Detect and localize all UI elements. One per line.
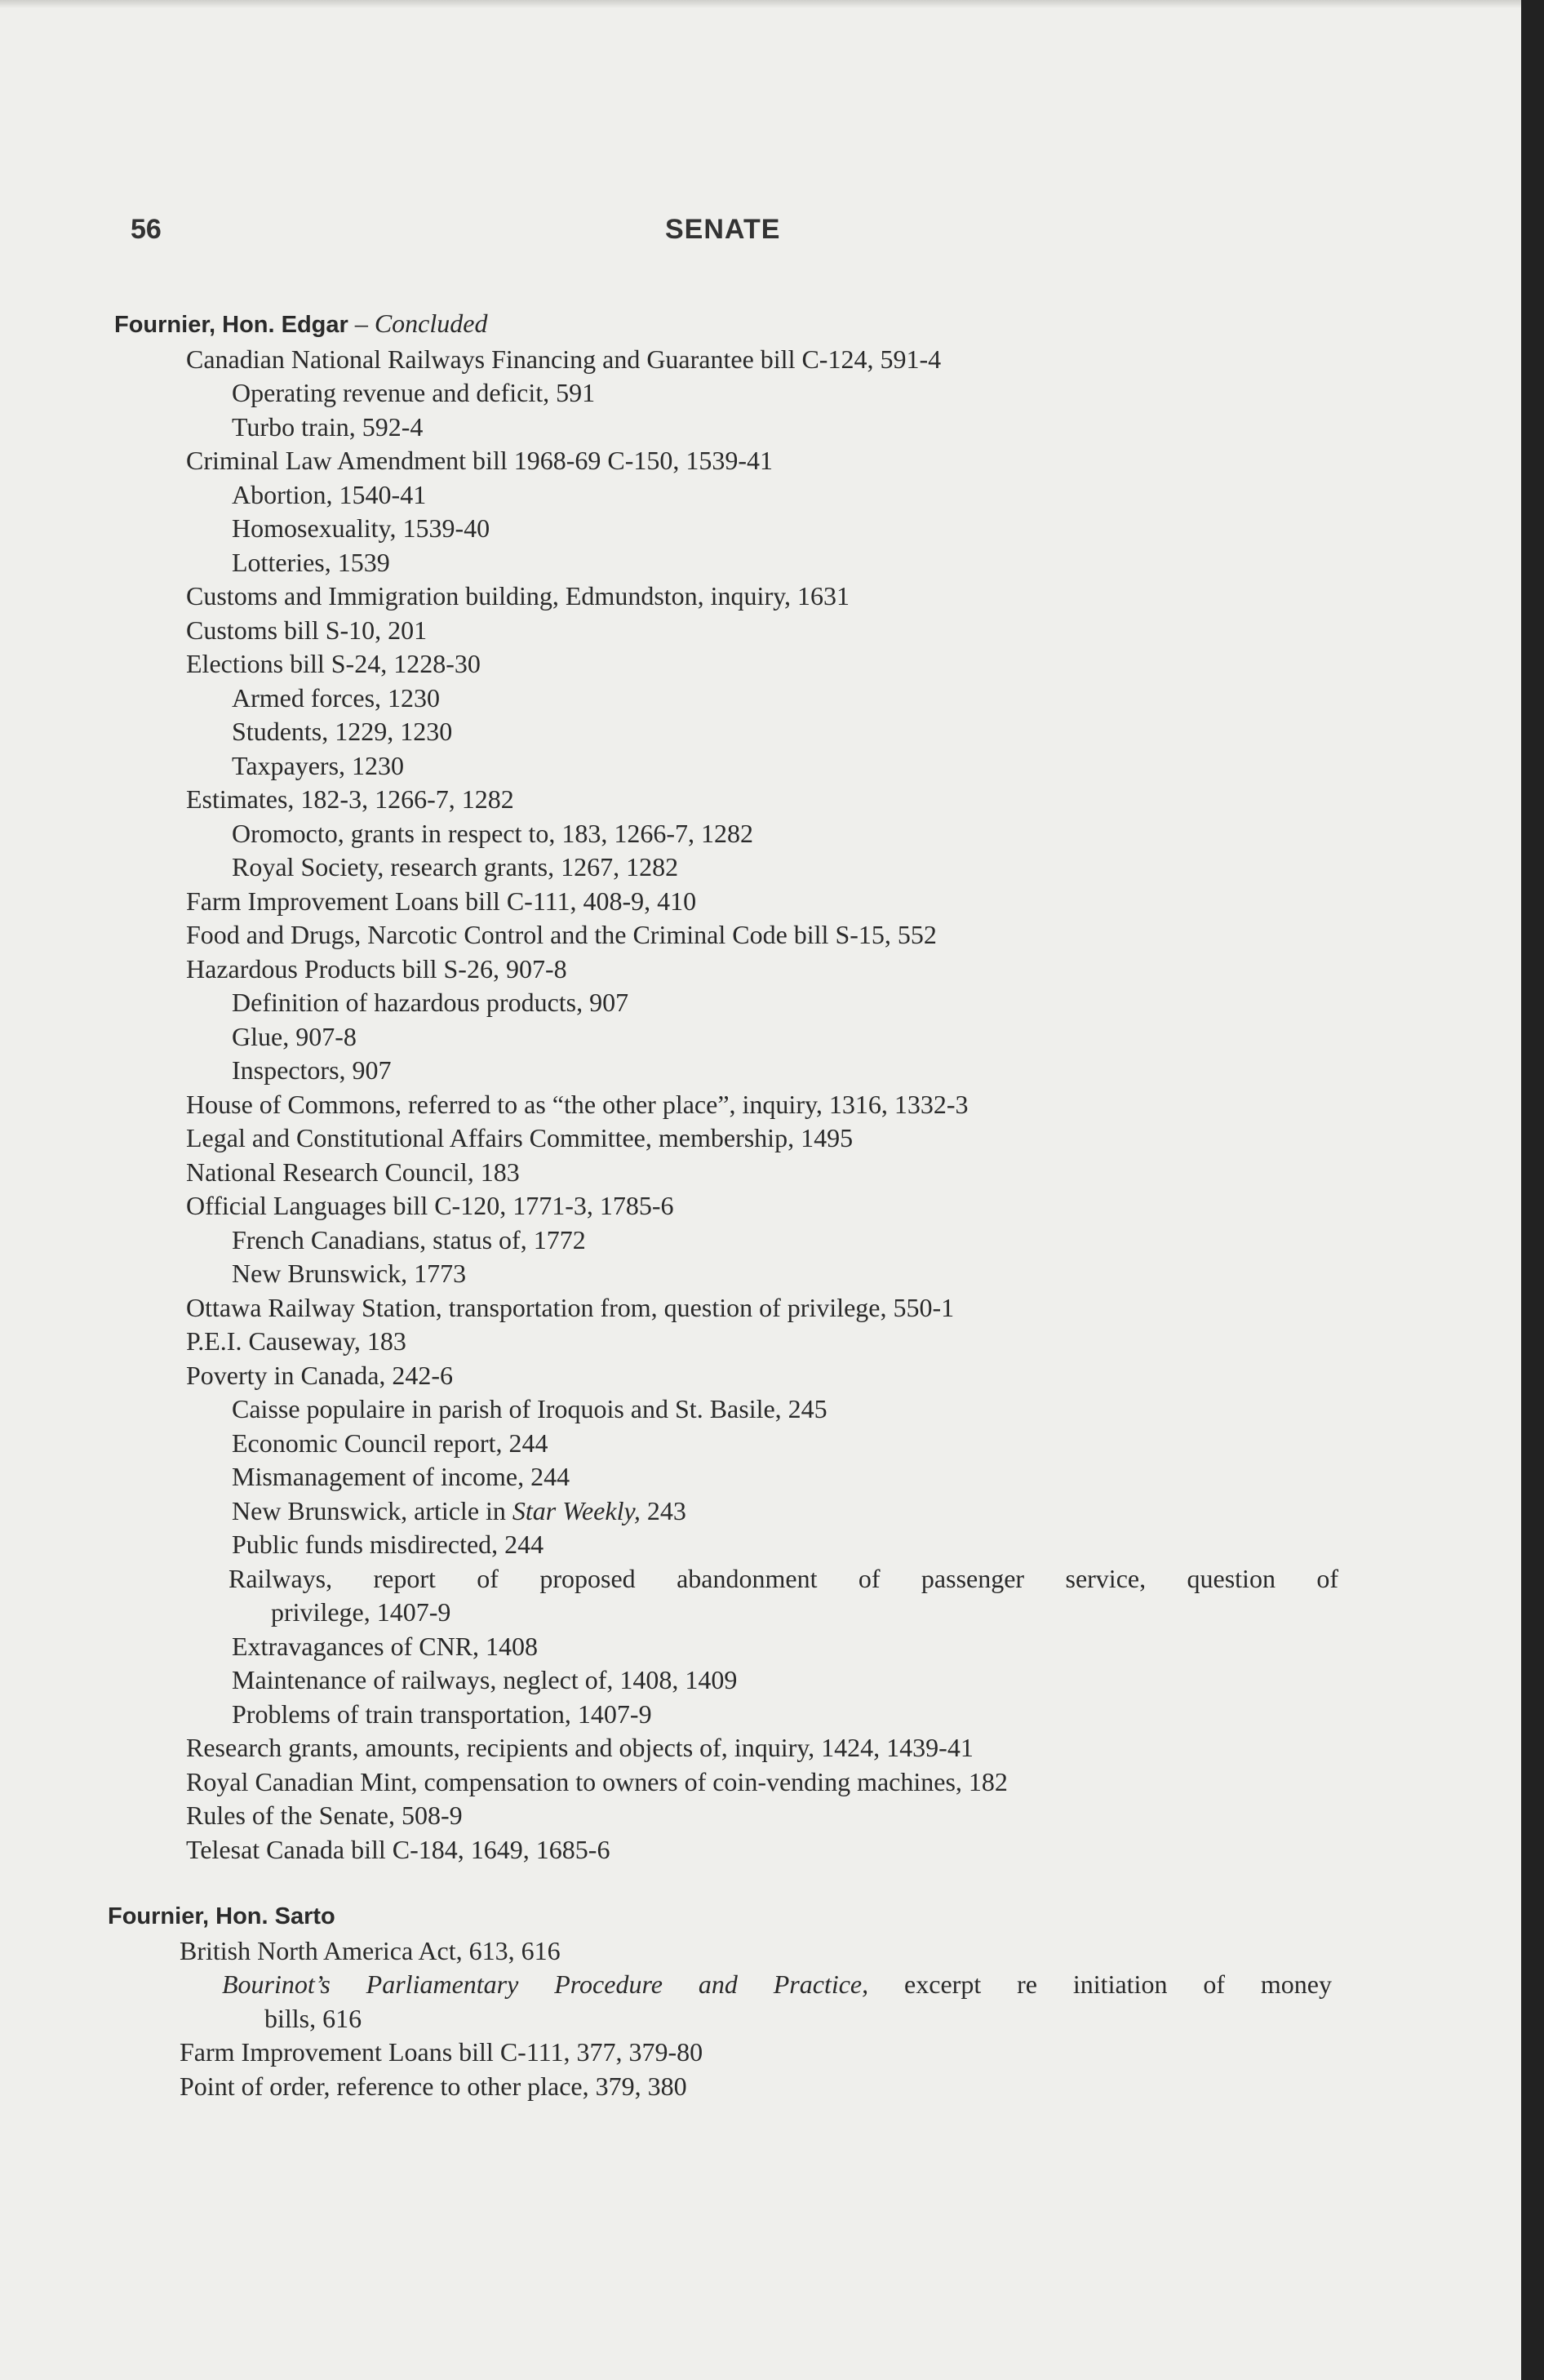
sub-subentry: Oromocto, grants in respect to, 183, 1266-7, 1282 [232, 818, 753, 848]
sub-subentry: Caisse populaire in parish of Iroquois and St. Basile, 245 [232, 1394, 827, 1423]
subentry: P.E.I. Causeway, 183 [186, 1326, 406, 1356]
index-body [108, 307, 1355, 2103]
subentry: House of Commons, referred to as “the other place”, inquiry, 1316, 1332-3 [186, 1089, 969, 1119]
subentry: Criminal Law Amendment bill 1968-69 C-150, 1539-41 [186, 446, 774, 475]
subentry: Customs bill S-10, 201 [186, 615, 428, 645]
index-entry [108, 1900, 1355, 2103]
subentry: Ottawa Railway Station, transportation from, question of privilege, 550-1 [186, 1292, 955, 1322]
entry-gap [114, 1867, 1355, 1900]
subentry-continuation: bills, 616 [264, 2003, 362, 2033]
sub-subentry: Armed forces, 1230 [232, 682, 441, 713]
running-title: SENATE [665, 214, 781, 245]
sub-subentry: Problems of train transportation, 1407-9 [232, 1698, 652, 1729]
page-number: 56 [131, 214, 162, 245]
entry-heading [108, 1900, 1355, 1934]
subentry: Official Languages bill C-120, 1771-3, 1785-6 [186, 1191, 674, 1220]
sub-subentry: Definition of hazardous products, 907 [232, 988, 629, 1017]
sub-subentry: Mismanagement of income, 244 [232, 1462, 570, 1491]
page-top-shadow [0, 0, 1521, 8]
sub-subentry: French Canadians, status of, 1772 [232, 1224, 586, 1254]
subentry: Food and Drugs, Narcotic Control and the Criminal Code bill S-15, 552 [186, 920, 937, 949]
sub-subentry: Royal Society, research grants, 1267, 1282 [232, 852, 679, 881]
sub-subentry: Extravagances of CNR, 1408 [232, 1631, 539, 1661]
subentry: Poverty in Canada, 242-6 [186, 1360, 454, 1390]
subentry-wrapped: Bourinot’s Parliamentary Procedure and Practice, excerpt re initiation of money [222, 1969, 1333, 1999]
subentry: Farm Improvement Loans bill C-111, 377, 379-80 [180, 2037, 703, 2067]
italic-title: Bourinot’s Parliamentary Procedure and Practice, [222, 1969, 869, 1999]
subentry: Farm Improvement Loans bill C-111, 408-9, 410 [186, 886, 697, 916]
sub-subentry: Inspectors, 907 [232, 1055, 392, 1085]
page-edge [1521, 0, 1544, 2380]
sub-subentry: Economic Council report, 244 [232, 1428, 548, 1458]
index-entry [114, 307, 1355, 1867]
subentry: Royal Canadian Mint, compensation to owners of coin-vending machines, 182 [186, 1766, 1008, 1796]
sub-subentry: New Brunswick, article in Star Weekly, 243 [232, 1495, 686, 1525]
sub-subentry: Students, 1229, 1230 [232, 717, 453, 746]
subentry: Research grants, amounts, recipients and objects of, inquiry, 1424, 1439-41 [186, 1733, 974, 1762]
sub-subentry: Public funds misdirected, 244 [232, 1530, 544, 1559]
sub-subentry: Operating revenue and deficit, 591 [232, 378, 596, 407]
entry-heading [114, 307, 1355, 343]
subentry: Elections bill S-24, 1228-30 [186, 649, 481, 678]
sub-subentry: Taxpayers, 1230 [232, 750, 405, 780]
sub-subentry: Turbo train, 592-4 [232, 411, 424, 442]
subentry: Customs and Immigration building, Edmundston, inquiry, 1631 [186, 581, 850, 611]
subentry: National Research Council, 183 [186, 1157, 520, 1187]
sub-subentry: Glue, 907-8 [232, 1021, 357, 1051]
subentry: Hazardous Products bill S-26, 907-8 [186, 953, 567, 984]
page-header [131, 214, 1355, 255]
sub-subentry: New Brunswick, 1773 [232, 1259, 467, 1288]
entry-name: Fournier, Hon. Edgar [114, 312, 348, 338]
subentry-wrapped: Railways, report of proposed abandonment of passenger service, question of [228, 1563, 1338, 1593]
italic-title: Star Weekly, [512, 1495, 641, 1525]
subentry: Canadian National Railways Financing and Guarantee bill C-124, 591-4 [186, 344, 942, 374]
entry-continued: – Concluded [348, 309, 488, 338]
subentry: Legal and Constitutional Affairs Committee, membership, 1495 [186, 1123, 854, 1152]
sub-subentry: Lotteries, 1539 [232, 547, 390, 577]
subentry: Rules of the Senate, 508-9 [186, 1801, 463, 1830]
sub-subentry: Abortion, 1540-41 [232, 479, 427, 509]
subentry: Estimates, 182-3, 1266-7, 1282 [186, 784, 514, 814]
sub-subentry: Maintenance of railways, neglect of, 1408, 1409 [232, 1665, 738, 1694]
subentry-continuation: privilege, 1407-9 [271, 1597, 451, 1627]
entry-name: Fournier, Hon. Sarto [108, 1903, 335, 1929]
subentry: Point of order, reference to other place, 379, 380 [180, 2071, 687, 2101]
sub-subentry: Homosexuality, 1539-40 [232, 513, 490, 543]
subentry: British North America Act, 613, 616 [180, 1935, 561, 1965]
subentry: Telesat Canada bill C-184, 1649, 1685-6 [186, 1834, 610, 1864]
